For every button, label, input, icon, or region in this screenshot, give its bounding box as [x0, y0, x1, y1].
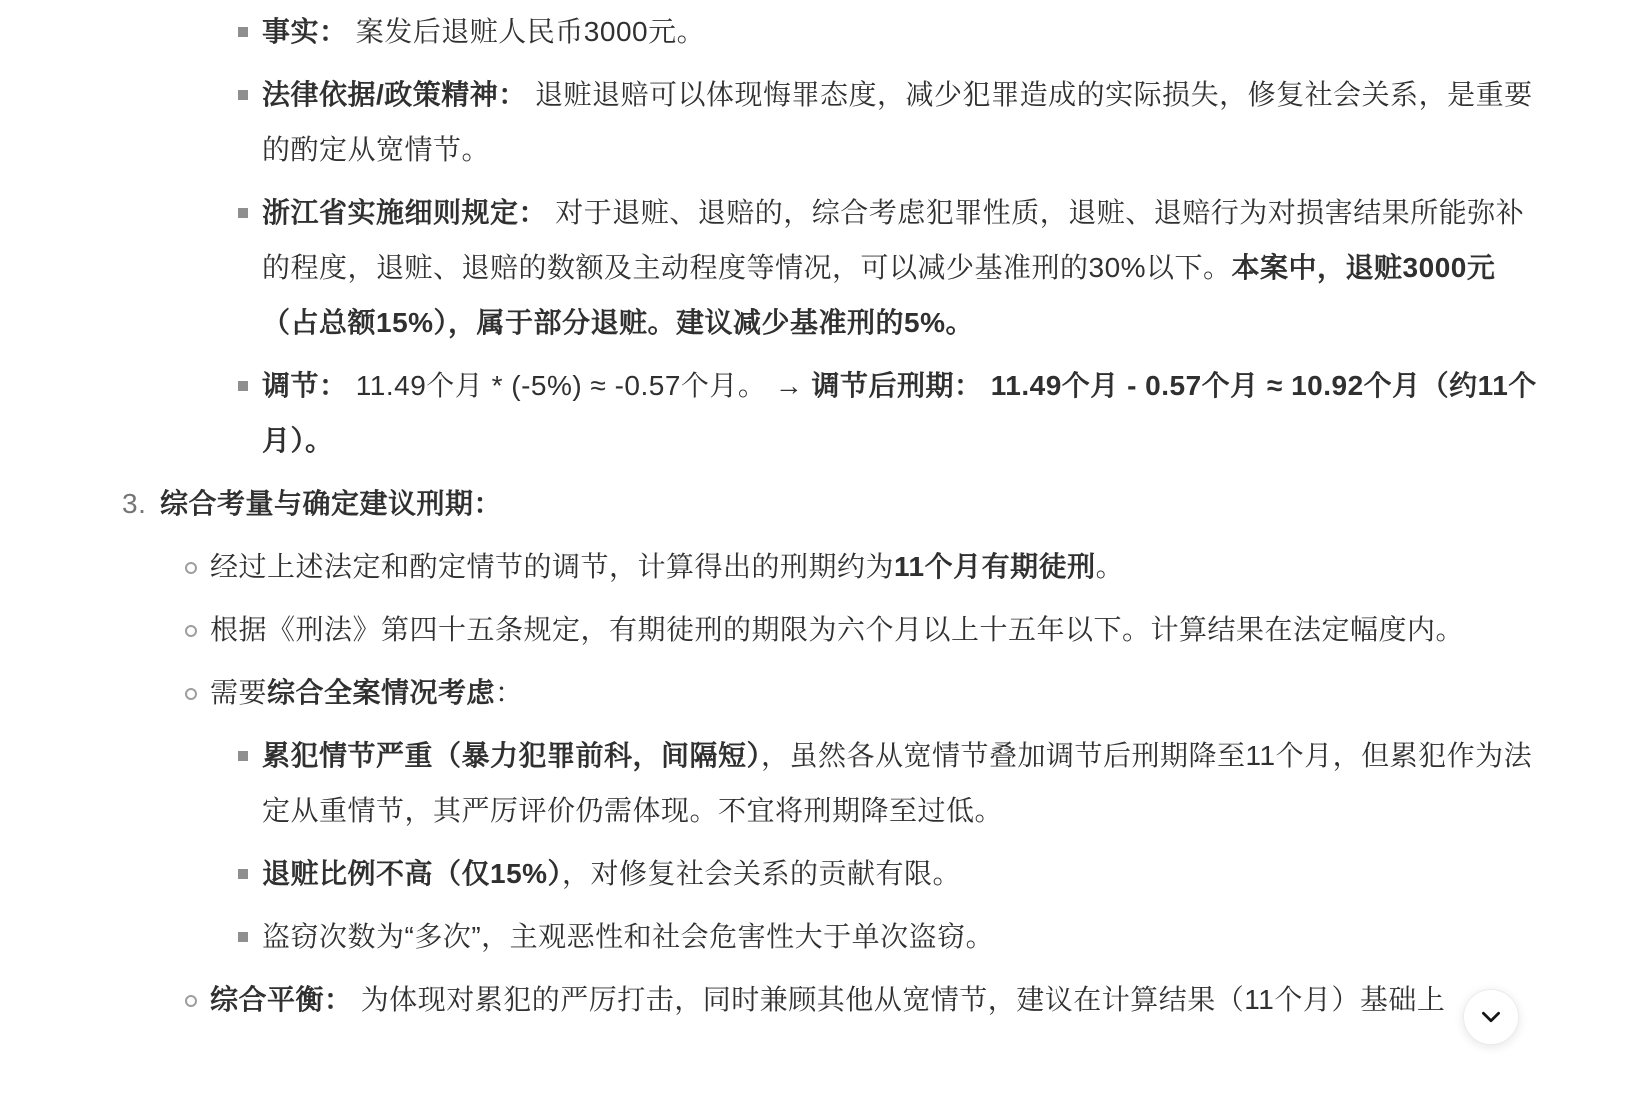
list-item	[0, 4, 1545, 59]
list-item	[0, 476, 1545, 531]
text-segment-bold: 调节：	[262, 370, 348, 401]
list-item	[0, 185, 1545, 350]
text-segment: 11.49个月 * (-5%) ≈ -0.57个月。 →	[347, 370, 812, 401]
text-segment: 盗窃次数为“多次”，主观恶性和社会危害性大于单次盗窃。	[262, 921, 995, 952]
text-segment: ，虽然各从宽情节叠加调节后刑期降至11个月，但累犯作为法定从重情节，其严厉评价仍需体现。不宜将刑期降至过低。	[262, 740, 1533, 826]
text-segment-bold: 法律依据/政策精神：	[262, 79, 527, 110]
list-item-text	[210, 984, 1445, 1015]
chevron-down-icon	[1478, 1004, 1504, 1030]
text-segment-bold: 累犯情节严重（暴力犯罪前科，间隔短）	[262, 740, 762, 771]
list-number: 3.	[122, 488, 147, 519]
scroll-to-bottom-button[interactable]	[1463, 989, 1519, 1045]
list-item	[0, 972, 1545, 1027]
text-segment-bold: 11个月有期徒刑	[894, 551, 1096, 582]
square-bullet-icon	[238, 869, 248, 879]
list-item	[0, 539, 1545, 594]
list-item-text	[160, 488, 502, 519]
list-item	[0, 728, 1545, 838]
list-item-text	[210, 677, 524, 708]
list-item	[0, 602, 1545, 657]
list-item	[0, 909, 1545, 964]
text-segment-bold: 综合平衡：	[210, 984, 353, 1015]
list-item	[0, 358, 1545, 468]
text-segment-bold: 事实：	[262, 16, 348, 47]
square-bullet-icon	[238, 90, 248, 100]
square-bullet-icon	[238, 27, 248, 37]
text-segment: ，对修复社会关系的贡献有限。	[562, 858, 962, 889]
list-item	[0, 67, 1545, 177]
list-item-text	[262, 921, 994, 952]
list-item	[0, 665, 1545, 720]
square-bullet-icon	[238, 381, 248, 391]
list-item-text	[262, 740, 1532, 826]
list-item	[0, 846, 1545, 901]
list-item-text	[262, 16, 705, 47]
square-bullet-icon	[238, 932, 248, 942]
text-segment-bold: 调节后刑期： 11.49个月 - 0.57个月 ≈ 10.92个月（约11个月）。	[262, 370, 1537, 456]
text-segment: 经过上述法定和酌定情节的调节，计算得出的刑期约为	[210, 551, 895, 582]
text-segment: ：	[495, 677, 524, 708]
text-segment: 案发后退赃人民币3000元。	[347, 16, 706, 47]
text-segment-bold: 本案中，退赃3000元（占总额15%），属于部分退赃。建议减少基准刑的5%。	[262, 252, 1496, 338]
text-segment-bold: 浙江省实施细则规定：	[262, 197, 548, 228]
circle-bullet-icon	[185, 995, 197, 1007]
text-segment: 需要	[210, 677, 268, 708]
list-item-text	[262, 79, 1533, 165]
list-item-text	[210, 551, 1124, 582]
document-content	[0, 4, 1545, 1035]
text-segment-bold: 退赃比例不高（仅15%）	[262, 858, 563, 889]
text-segment: 退赃退赔可以体现悔罪态度，减少犯罪造成的实际损失，修复社会关系，是重要的酌定从宽情节。	[262, 79, 1533, 165]
circle-bullet-icon	[185, 562, 197, 574]
list-item-text	[262, 197, 1524, 338]
text-segment: 对于退赃、退赔的，综合考虑犯罪性质，退赃、退赔行为对损害结果所能弥补的程度，退赃、退赔的数额及主动程度等情况，可以减少基准刑的30%以下。	[262, 197, 1525, 283]
text-segment: 根据《刑法》第四十五条规定，有期徒刑的期限为六个月以上十五年以下。计算结果在法定幅度内。	[210, 614, 1465, 645]
text-segment-bold: 综合全案情况考虑	[267, 677, 496, 708]
square-bullet-icon	[238, 751, 248, 761]
list-item-text	[262, 858, 961, 889]
text-segment-bold: 综合考量与确定建议刑期：	[160, 488, 503, 519]
text-segment: 为体现对累犯的严厉打击，同时兼顾其他从宽情节，建议在计算结果（11个月）基础上	[352, 984, 1446, 1015]
circle-bullet-icon	[185, 625, 197, 637]
square-bullet-icon	[238, 208, 248, 218]
list-item-text	[210, 614, 1464, 645]
text-segment: 。	[1095, 551, 1125, 582]
list-item-text	[262, 370, 1537, 456]
circle-bullet-icon	[185, 688, 197, 700]
